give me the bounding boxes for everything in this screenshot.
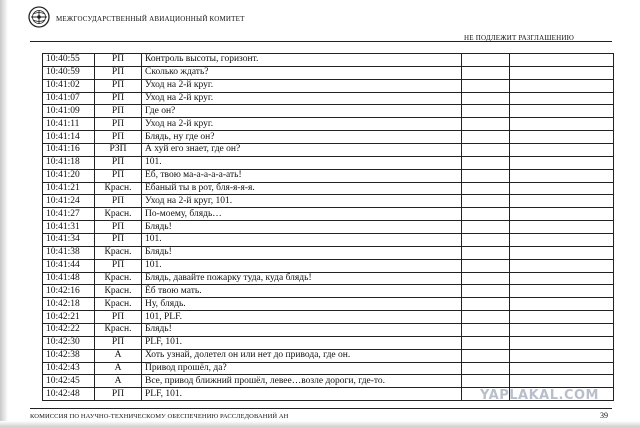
message-cell: Ёб твою мать. [142,285,462,298]
speaker-cell: РП [95,79,142,92]
table-row [43,144,614,157]
time-cell: 10:41:24 [43,195,95,208]
time-cell: 10:42:16 [43,285,95,298]
time-cell: 10:41:38 [43,246,95,259]
time-cell: 10:42:21 [43,311,95,324]
message-cell: Ёбаный ты в рот, бля-я-я-я. [142,182,462,195]
empty-cell [462,311,510,324]
table-row [43,272,614,285]
empty-cell [510,66,614,79]
empty-cell [462,375,510,388]
speaker-cell: РП [95,195,142,208]
speaker-cell: РП [95,234,142,247]
empty-cell [462,54,510,67]
message-cell: Ну, блядь. [142,298,462,311]
table-row [43,169,614,182]
message-cell: Блядь, давайте пожарку туда, куда блядь! [142,272,462,285]
message-cell: Блядь! [142,246,462,259]
empty-cell [510,362,614,375]
table-row [43,195,614,208]
table-row [43,208,614,221]
time-cell: 10:41:14 [43,131,95,144]
message-cell: PLF, 101. [142,388,462,401]
empty-cell [510,234,614,247]
empty-cell [510,349,614,362]
speaker-cell: Красн. [95,324,142,337]
speaker-cell: Красн. [95,182,142,195]
empty-cell [462,234,510,247]
table-row [43,105,614,118]
time-cell: 10:41:16 [43,144,95,157]
confidentiality-notice: НЕ ПОДЛЕЖИТ РАЗГЛАШЕНИЮ [464,34,574,42]
empty-cell [510,311,614,324]
time-cell: 10:41:09 [43,105,95,118]
time-cell: 10:41:20 [43,169,95,182]
empty-cell [510,182,614,195]
table-row [43,375,614,388]
message-cell: Где он? [142,105,462,118]
table-row [43,182,614,195]
empty-cell [462,246,510,259]
time-cell: 10:42:45 [43,375,95,388]
empty-cell [462,285,510,298]
message-cell: Блядь! [142,221,462,234]
empty-cell [462,208,510,221]
speaker-cell: РП [95,388,142,401]
table-row [43,221,614,234]
time-cell: 10:41:18 [43,156,95,169]
empty-cell [510,208,614,221]
empty-cell [510,336,614,349]
table-row [43,156,614,169]
organization-name: МЕЖГОСУДАРСТВЕННЫЙ АВИАЦИОННЫЙ КОМИТЕТ [56,15,245,23]
speaker-cell: РП [95,54,142,67]
page-number: 39 [600,411,608,420]
empty-cell [462,79,510,92]
message-cell: Блядь, ну где он? [142,131,462,144]
empty-cell [510,144,614,157]
empty-cell [462,118,510,131]
speaker-cell: Красн. [95,272,142,285]
speaker-cell: Красн. [95,246,142,259]
table-row [43,92,614,105]
table-row [43,259,614,272]
message-cell: По-моему, блядь… [142,208,462,221]
message-cell: Контроль высоты, горизонт. [142,54,462,67]
message-cell: 101. [142,234,462,247]
message-cell: Все, привод ближний прошёл, левее…возле дороги, где-то. [142,375,462,388]
table-row [43,234,614,247]
time-cell: 10:41:02 [43,79,95,92]
time-cell: 10:40:59 [43,66,95,79]
speaker-cell: Красн. [95,285,142,298]
empty-cell [462,349,510,362]
time-cell: 10:42:30 [43,336,95,349]
empty-cell [510,375,614,388]
page-shadow-left [0,0,8,427]
empty-cell [510,298,614,311]
transcript-body [43,54,614,401]
empty-cell [462,92,510,105]
table-row [43,324,614,337]
time-cell: 10:41:34 [43,234,95,247]
table-row [43,66,614,79]
message-cell: PLF, 101. [142,336,462,349]
message-cell: Уход на 2-й круг. [142,118,462,131]
commission-name: КОМИССИЯ ПО НАУЧНО-ТЕХНИЧЕСКОМУ ОБЕСПЕЧЕНИЮ РАССЛЕДОВАНИЙ АН [30,413,289,420]
table-row [43,311,614,324]
empty-cell [510,324,614,337]
speaker-cell: РП [95,156,142,169]
time-cell: 10:41:11 [43,118,95,131]
empty-cell [462,221,510,234]
message-cell: 101, PLF. [142,311,462,324]
empty-cell [462,272,510,285]
time-cell: 10:42:22 [43,324,95,337]
table-row [43,349,614,362]
speaker-cell: Красн. [95,298,142,311]
time-cell: 10:42:48 [43,388,95,401]
message-cell: Ёб, твою ма-а-а-а-а-ать! [142,169,462,182]
empty-cell [510,118,614,131]
empty-cell [462,144,510,157]
empty-cell [462,131,510,144]
speaker-cell: РП [95,311,142,324]
empty-cell [462,195,510,208]
table-row [43,246,614,259]
empty-cell [462,336,510,349]
empty-cell [510,221,614,234]
time-cell: 10:41:07 [43,92,95,105]
speaker-cell: РЗП [95,144,142,157]
mak-emblem-icon [28,6,50,28]
speaker-cell: РП [95,259,142,272]
message-cell: Хоть узнай, долетел он или нет до привода, где он. [142,349,462,362]
speaker-cell: А [95,375,142,388]
empty-cell [510,246,614,259]
transcript-table [42,53,614,401]
speaker-cell: Красн. [95,208,142,221]
time-cell: 10:41:48 [43,272,95,285]
message-cell: Сколько ждать? [142,66,462,79]
speaker-cell: РП [95,66,142,79]
table-row [43,285,614,298]
message-cell: А хуй его знает, где он? [142,144,462,157]
message-cell: Уход на 2-й круг, 101. [142,195,462,208]
time-cell: 10:40:55 [43,54,95,67]
empty-cell [462,105,510,118]
table-row [43,118,614,131]
empty-cell [462,324,510,337]
speaker-cell: РП [95,92,142,105]
footer-rule [30,408,612,409]
empty-cell [510,285,614,298]
empty-cell [510,131,614,144]
empty-cell [510,259,614,272]
empty-cell [462,259,510,272]
table-row [43,336,614,349]
message-cell: 101. [142,259,462,272]
time-cell: 10:41:31 [43,221,95,234]
empty-cell [462,362,510,375]
table-row [43,79,614,92]
empty-cell [462,156,510,169]
message-cell: Уход на 2-й круг. [142,92,462,105]
time-cell: 10:42:18 [43,298,95,311]
empty-cell [510,79,614,92]
speaker-cell: А [95,362,142,375]
time-cell: 10:42:38 [43,349,95,362]
message-cell: Уход на 2-й круг. [142,79,462,92]
empty-cell [510,272,614,285]
empty-cell [510,105,614,118]
table-row [43,54,614,67]
empty-cell [462,182,510,195]
time-cell: 10:42:43 [43,362,95,375]
speaker-cell: РП [95,118,142,131]
speaker-cell: РП [95,169,142,182]
speaker-cell: РП [95,221,142,234]
speaker-cell: РП [95,336,142,349]
speaker-cell: РП [95,105,142,118]
watermark: YAPLAKAL.COM [480,388,599,403]
page-shadow-bottom [0,421,640,427]
empty-cell [462,298,510,311]
empty-cell [510,156,614,169]
speaker-cell: РП [95,131,142,144]
message-cell: Блядь! [142,324,462,337]
empty-cell [510,195,614,208]
time-cell: 10:41:27 [43,208,95,221]
header-rule [30,41,612,42]
table-row [43,298,614,311]
empty-cell [510,54,614,67]
empty-cell [510,92,614,105]
speaker-cell: А [95,349,142,362]
message-cell: 101. [142,156,462,169]
time-cell: 10:41:44 [43,259,95,272]
table-row [43,131,614,144]
time-cell: 10:41:21 [43,182,95,195]
message-cell: Привод прошёл, да? [142,362,462,375]
empty-cell [462,66,510,79]
table-row [43,362,614,375]
empty-cell [462,169,510,182]
empty-cell [510,169,614,182]
